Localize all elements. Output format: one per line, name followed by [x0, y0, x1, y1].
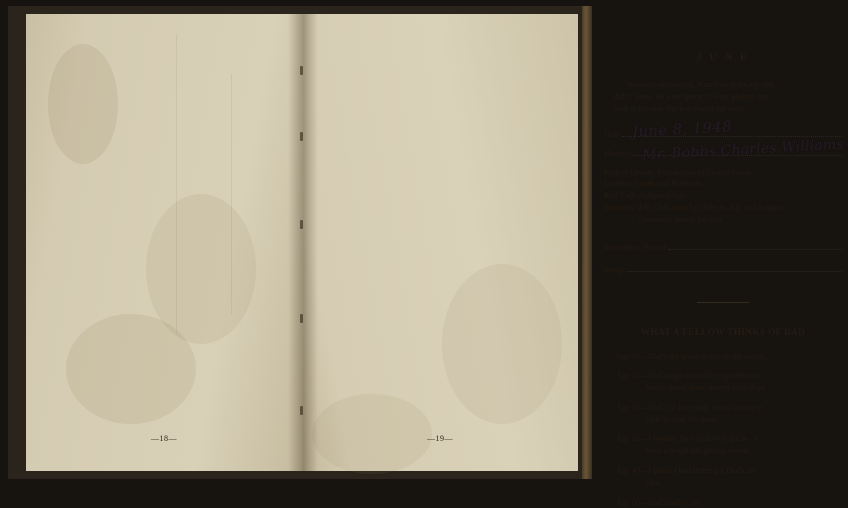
- age-item-main: Age 20—Dad is a fine chap, but of course a: [616, 402, 762, 412]
- binding-stitch: [300, 406, 303, 415]
- list-item: [616, 370, 834, 394]
- songs-label: Songs: [604, 263, 626, 274]
- left-page: [26, 14, 302, 471]
- list-item: [616, 351, 834, 363]
- age-item-cont: little behind the times.: [646, 414, 721, 424]
- quote-line-3: look at the way she has placed our ears!": [614, 103, 748, 113]
- page-number-right: —19—: [427, 434, 453, 443]
- list-item: [616, 402, 834, 426]
- date-handwritten-value: June 8, 1948: [631, 117, 733, 141]
- quote-line-2: didn't know we were going to wear glasses, yet: [614, 91, 769, 101]
- section-heading: WHAT A FELLOW THINKS OF DAD: [640, 326, 806, 337]
- page-number-left: —18—: [151, 434, 177, 443]
- book-body: [8, 6, 845, 507]
- paper-fiber: [231, 74, 232, 314]
- list-item: [616, 433, 834, 457]
- age-item-cont: has to spend more money now days.: [646, 383, 767, 393]
- age-item-cont: have a tough job getting ahead.: [646, 446, 750, 456]
- age-item-main: Age 10—Dad's the greatest guy in the world.: [616, 351, 766, 361]
- section-divider: [697, 302, 749, 303]
- program-lines: [604, 167, 842, 226]
- quote-line-1: "Nature is wonderful. A million years ago she: [624, 80, 774, 89]
- songs-dotted-line: [627, 270, 842, 272]
- age-item-main: Age 40—I guess I had better get Dad's ad-: [616, 466, 758, 476]
- page-content: [598, 14, 848, 507]
- right-page: [302, 14, 845, 507]
- age-item-cont: vice.: [646, 477, 662, 487]
- program-line-business-continuation: Announce lesson for July.: [638, 214, 725, 224]
- paper-stain: [442, 264, 562, 424]
- paper-stain: [48, 44, 118, 164]
- quotation-block: [614, 79, 840, 115]
- hostess-label: Hostess: [604, 147, 631, 158]
- program-line-business: Business: 4-H Club tours by clubs in July and August.: [604, 203, 784, 213]
- age-item-main: Age 15—Dad ought to realize a gentleman: [616, 371, 759, 381]
- paper-fiber: [176, 34, 177, 334]
- recreation-field-row: [604, 242, 842, 252]
- hostess-handwritten-value: Mr. Bobbs Charles Williams: [641, 136, 845, 163]
- age-item-main: Age 50—Dad used to say.: [616, 497, 703, 507]
- paper-stain: [66, 314, 196, 424]
- month-heading: J U N E: [696, 52, 750, 63]
- binding-stitch: [300, 314, 303, 323]
- songs-field-row: [604, 264, 842, 274]
- recreation-label: Recreation Period: [604, 241, 666, 252]
- open-page-spread: [26, 14, 845, 507]
- date-label: Date: [604, 128, 621, 139]
- program-line-project: Project Lesson: Preparation of Frozen Foods.: [604, 167, 755, 177]
- recreation-dotted-line: [668, 248, 842, 250]
- list-item: [616, 497, 834, 508]
- date-field-row: [604, 117, 842, 141]
- binding-stitch: [300, 220, 303, 229]
- paper-stain: [146, 194, 256, 344]
- book-spine-edge: [582, 6, 592, 479]
- age-item-main: Age 30—I wonder how Dad ever did it—I: [616, 434, 758, 444]
- hostess-field-row: [604, 136, 845, 163]
- program-line-rollcall: Roll Call: Assigned topic.: [604, 191, 690, 201]
- binding-stitch: [300, 132, 303, 141]
- age-list: [616, 351, 834, 508]
- list-item: [616, 465, 834, 489]
- program-line-leaders: Leaders: Foods and Nutrition.: [604, 179, 704, 189]
- binding-stitch: [300, 66, 303, 75]
